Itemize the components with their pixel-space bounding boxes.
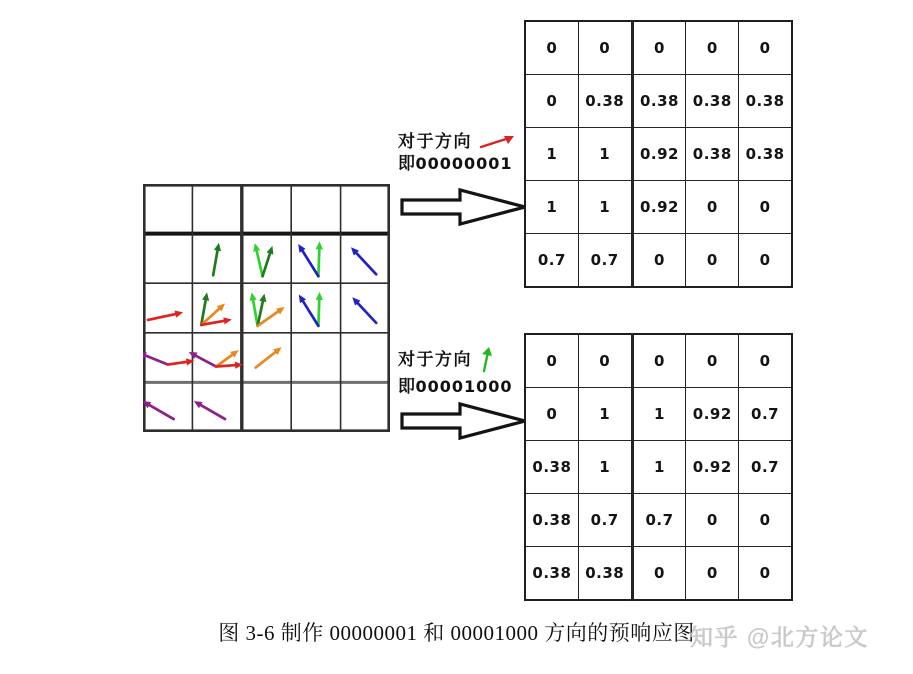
gradient-arrow — [298, 244, 318, 276]
table-cell: 1 — [632, 388, 686, 441]
table-cell: 0.7 — [739, 441, 792, 494]
table-cell: 0 — [739, 334, 792, 388]
table-cell: 0.38 — [739, 128, 792, 181]
table-cell: 0.38 — [525, 494, 578, 547]
table-cell: 0.7 — [525, 234, 578, 288]
table-cell: 0.38 — [632, 75, 686, 128]
gradient-arrow — [351, 247, 376, 274]
big-arrow-top — [399, 186, 529, 228]
table-cell: 0 — [525, 388, 578, 441]
hollow-arrow-shape — [402, 404, 525, 438]
table-cell: 0 — [578, 334, 632, 388]
gradient-direction-grid — [143, 184, 390, 432]
table-cell: 0 — [525, 334, 578, 388]
table-cell: 0.38 — [686, 75, 739, 128]
table-cell: 0.92 — [686, 388, 739, 441]
direction-code: 00000001 — [415, 154, 513, 174]
table-cell: 0 — [739, 21, 792, 75]
gradient-arrow — [256, 347, 282, 367]
table-cell: 0.38 — [578, 547, 632, 601]
table-cell: 0 — [739, 547, 792, 601]
table-cell: 1 — [525, 128, 578, 181]
table-cell: 0.38 — [686, 128, 739, 181]
table-cell: 0 — [632, 21, 686, 75]
table-row — [525, 181, 792, 234]
table-cell: 0.38 — [739, 75, 792, 128]
direction-label-text: 对于方向 — [398, 350, 472, 370]
table-cell: 1 — [578, 388, 632, 441]
right-direction-arrow-icon — [478, 132, 516, 152]
table-cell: 0 — [686, 181, 739, 234]
up-direction-arrow-icon — [478, 345, 496, 375]
table-cell: 0 — [686, 334, 739, 388]
gradient-arrow — [143, 352, 168, 364]
table-cell: 0.38 — [525, 547, 578, 601]
table-row — [525, 334, 792, 388]
gradient-arrow — [299, 294, 319, 325]
table-cell: 0.7 — [578, 234, 632, 288]
table-row — [525, 128, 792, 181]
table-cell: 0 — [525, 21, 578, 75]
gradient-arrow — [253, 243, 262, 276]
table-cell: 0.38 — [525, 441, 578, 494]
table-cell: 1 — [578, 128, 632, 181]
response-table-00001000 — [524, 333, 793, 601]
table-cell: 0 — [686, 494, 739, 547]
direction-label-bottom — [398, 345, 513, 397]
table-row — [525, 388, 792, 441]
direction-label-top — [398, 131, 516, 175]
table-cell: 0.38 — [578, 75, 632, 128]
gradient-arrow — [352, 297, 376, 323]
table-cell: 0 — [739, 494, 792, 547]
table-cell: 0.92 — [632, 181, 686, 234]
response-table-00000001 — [524, 20, 793, 288]
gradient-arrow — [213, 243, 221, 275]
table-cell: 0 — [578, 21, 632, 75]
gradient-arrow — [143, 401, 174, 419]
table-cell: 0 — [739, 181, 792, 234]
gradient-arrow — [263, 246, 274, 276]
direction-code: 00001000 — [415, 377, 513, 396]
table-cell: 0.92 — [686, 441, 739, 494]
table-row — [525, 75, 792, 128]
big-arrow-bottom — [399, 400, 529, 442]
table-cell: 1 — [632, 441, 686, 494]
direction-code-prefix: 即 — [398, 377, 416, 396]
table-cell: 0.92 — [632, 128, 686, 181]
table-cell: 0 — [686, 547, 739, 601]
direction-code-prefix: 即 — [398, 154, 416, 174]
table-cell: 0.7 — [578, 494, 632, 547]
hollow-arrow-shape — [402, 190, 525, 224]
gradient-arrow — [148, 311, 183, 320]
watermark: 知乎 @北方论文 — [690, 624, 869, 650]
table-cell: 0 — [632, 334, 686, 388]
table-row — [525, 441, 792, 494]
table-cell: 0 — [632, 234, 686, 288]
table-cell: 0 — [632, 547, 686, 601]
gradient-arrow — [250, 292, 258, 325]
table-row — [525, 21, 792, 75]
gradient-arrow — [194, 401, 225, 419]
table-cell: 0 — [686, 21, 739, 75]
table-cell: 0 — [686, 234, 739, 288]
table-cell: 1 — [525, 181, 578, 234]
figure-caption: 图 3-6 制作 00000001 和 00001000 方向的预响应图 — [218, 621, 695, 645]
table-cell: 1 — [578, 441, 632, 494]
table-row — [525, 547, 792, 601]
table-cell: 0.7 — [739, 388, 792, 441]
gradient-arrow — [168, 358, 195, 365]
direction-label-text: 对于方向 — [398, 132, 472, 151]
table-cell: 0 — [525, 75, 578, 128]
table-cell: 1 — [578, 181, 632, 234]
gradient-arrow — [316, 241, 323, 276]
table-row — [525, 494, 792, 547]
table-row — [525, 234, 792, 288]
table-cell: 0 — [739, 234, 792, 288]
table-cell: 0.7 — [632, 494, 686, 547]
